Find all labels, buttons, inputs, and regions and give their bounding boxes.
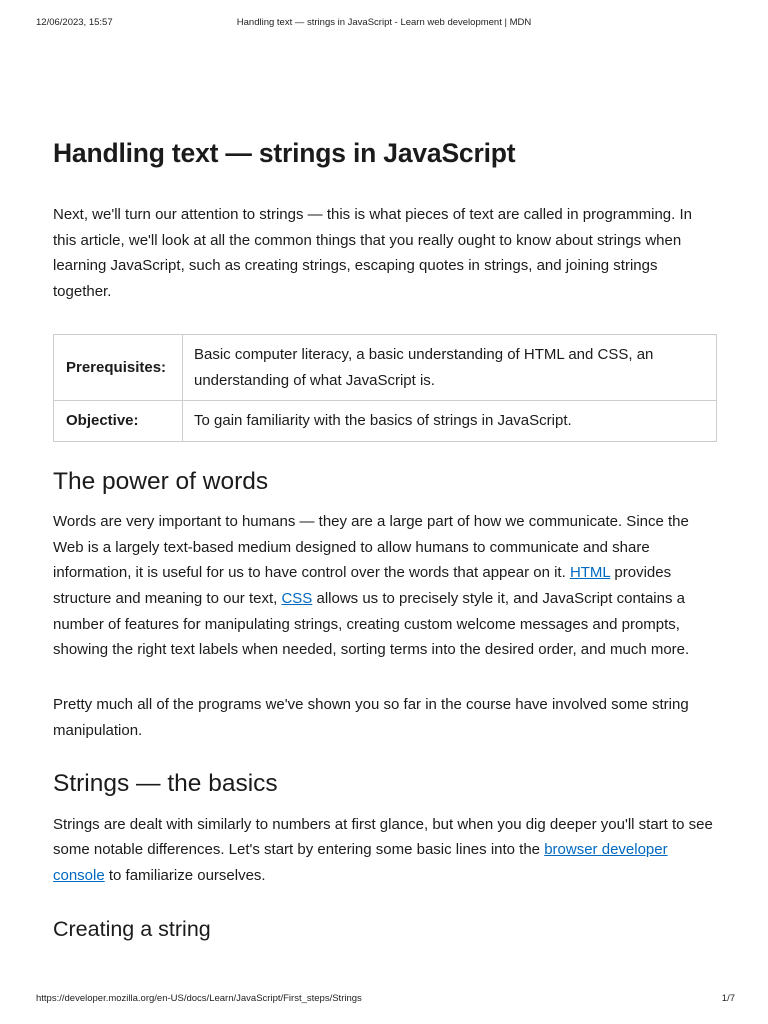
table-row-objective	[54, 401, 717, 442]
page-title: Handling text — strings in JavaScript	[53, 138, 516, 168]
heading-power-of-words: The power of words	[53, 467, 269, 495]
html-link[interactable]: HTML	[569, 564, 611, 582]
print-page-title: Handling text — strings in JavaScript - Learn web development | MDN	[236, 17, 532, 28]
objective-label: Objective:	[54, 401, 183, 442]
article-content	[53, 133, 717, 944]
text-segment: to familiarize ourselves.	[104, 866, 266, 884]
table-row-prerequisites	[54, 334, 717, 400]
string-manipulation-paragraph: Pretty much all of the programs we've shown you so far in the course have involved some string manipulation.	[53, 696, 689, 739]
print-datetime: 12/06/2023, 15:57	[36, 17, 113, 28]
heading-creating-string: Creating a string	[53, 916, 211, 941]
text-segment: Strings are dealt with similarly to numbers at first glance, but when you dig deeper you'll start to see some notable differences. Let's start by entering some basic lines into the	[53, 815, 713, 859]
css-link[interactable]: CSS	[281, 590, 313, 608]
print-footer	[0, 993, 768, 1007]
print-url: https://developer.mozilla.org/en-US/docs/Learn/JavaScript/First_steps/Strings	[36, 993, 362, 1004]
intro-paragraph: Next, we'll turn our attention to strings — this is what pieces of text are called in programming. In this article, we'll look at all the common things that you really ought to know about strings when learning JavaScript, such as creating strings, escaping quotes in strings, and joining strings together.	[53, 206, 692, 301]
text-segment: provides structure and meaning to our text,	[53, 564, 672, 608]
text-segment: Words are very important to humans — they are a large part of how we communicate. Since the Web is a largely text-based medium designed to allow humans to communicate and share information, it is useful for us to have control over the words that appear on it.	[53, 512, 689, 582]
objective-value: To gain familiarity with the basics of strings in JavaScript.	[183, 401, 717, 442]
prerequisites-value: Basic computer literacy, a basic understanding of HTML and CSS, an understanding of what JavaScript is.	[183, 334, 717, 400]
power-of-words-paragraph	[53, 509, 717, 663]
print-header	[0, 17, 768, 31]
page-number: 1/7	[721, 993, 735, 1004]
prerequisites-label: Prerequisites:	[54, 334, 183, 400]
text-segment: allows us to precisely style it, and JavaScript contains a number of features for manipulating strings, creating custom welcome messages and prompts, showing the right text labels when needed, sorting terms into the desired order, and much more.	[53, 590, 690, 659]
browser-console-link[interactable]: browser developer console	[53, 841, 668, 884]
heading-strings-basics: Strings — the basics	[53, 769, 278, 797]
learning-outcomes-table	[53, 334, 717, 442]
strings-basics-paragraph	[53, 812, 717, 889]
